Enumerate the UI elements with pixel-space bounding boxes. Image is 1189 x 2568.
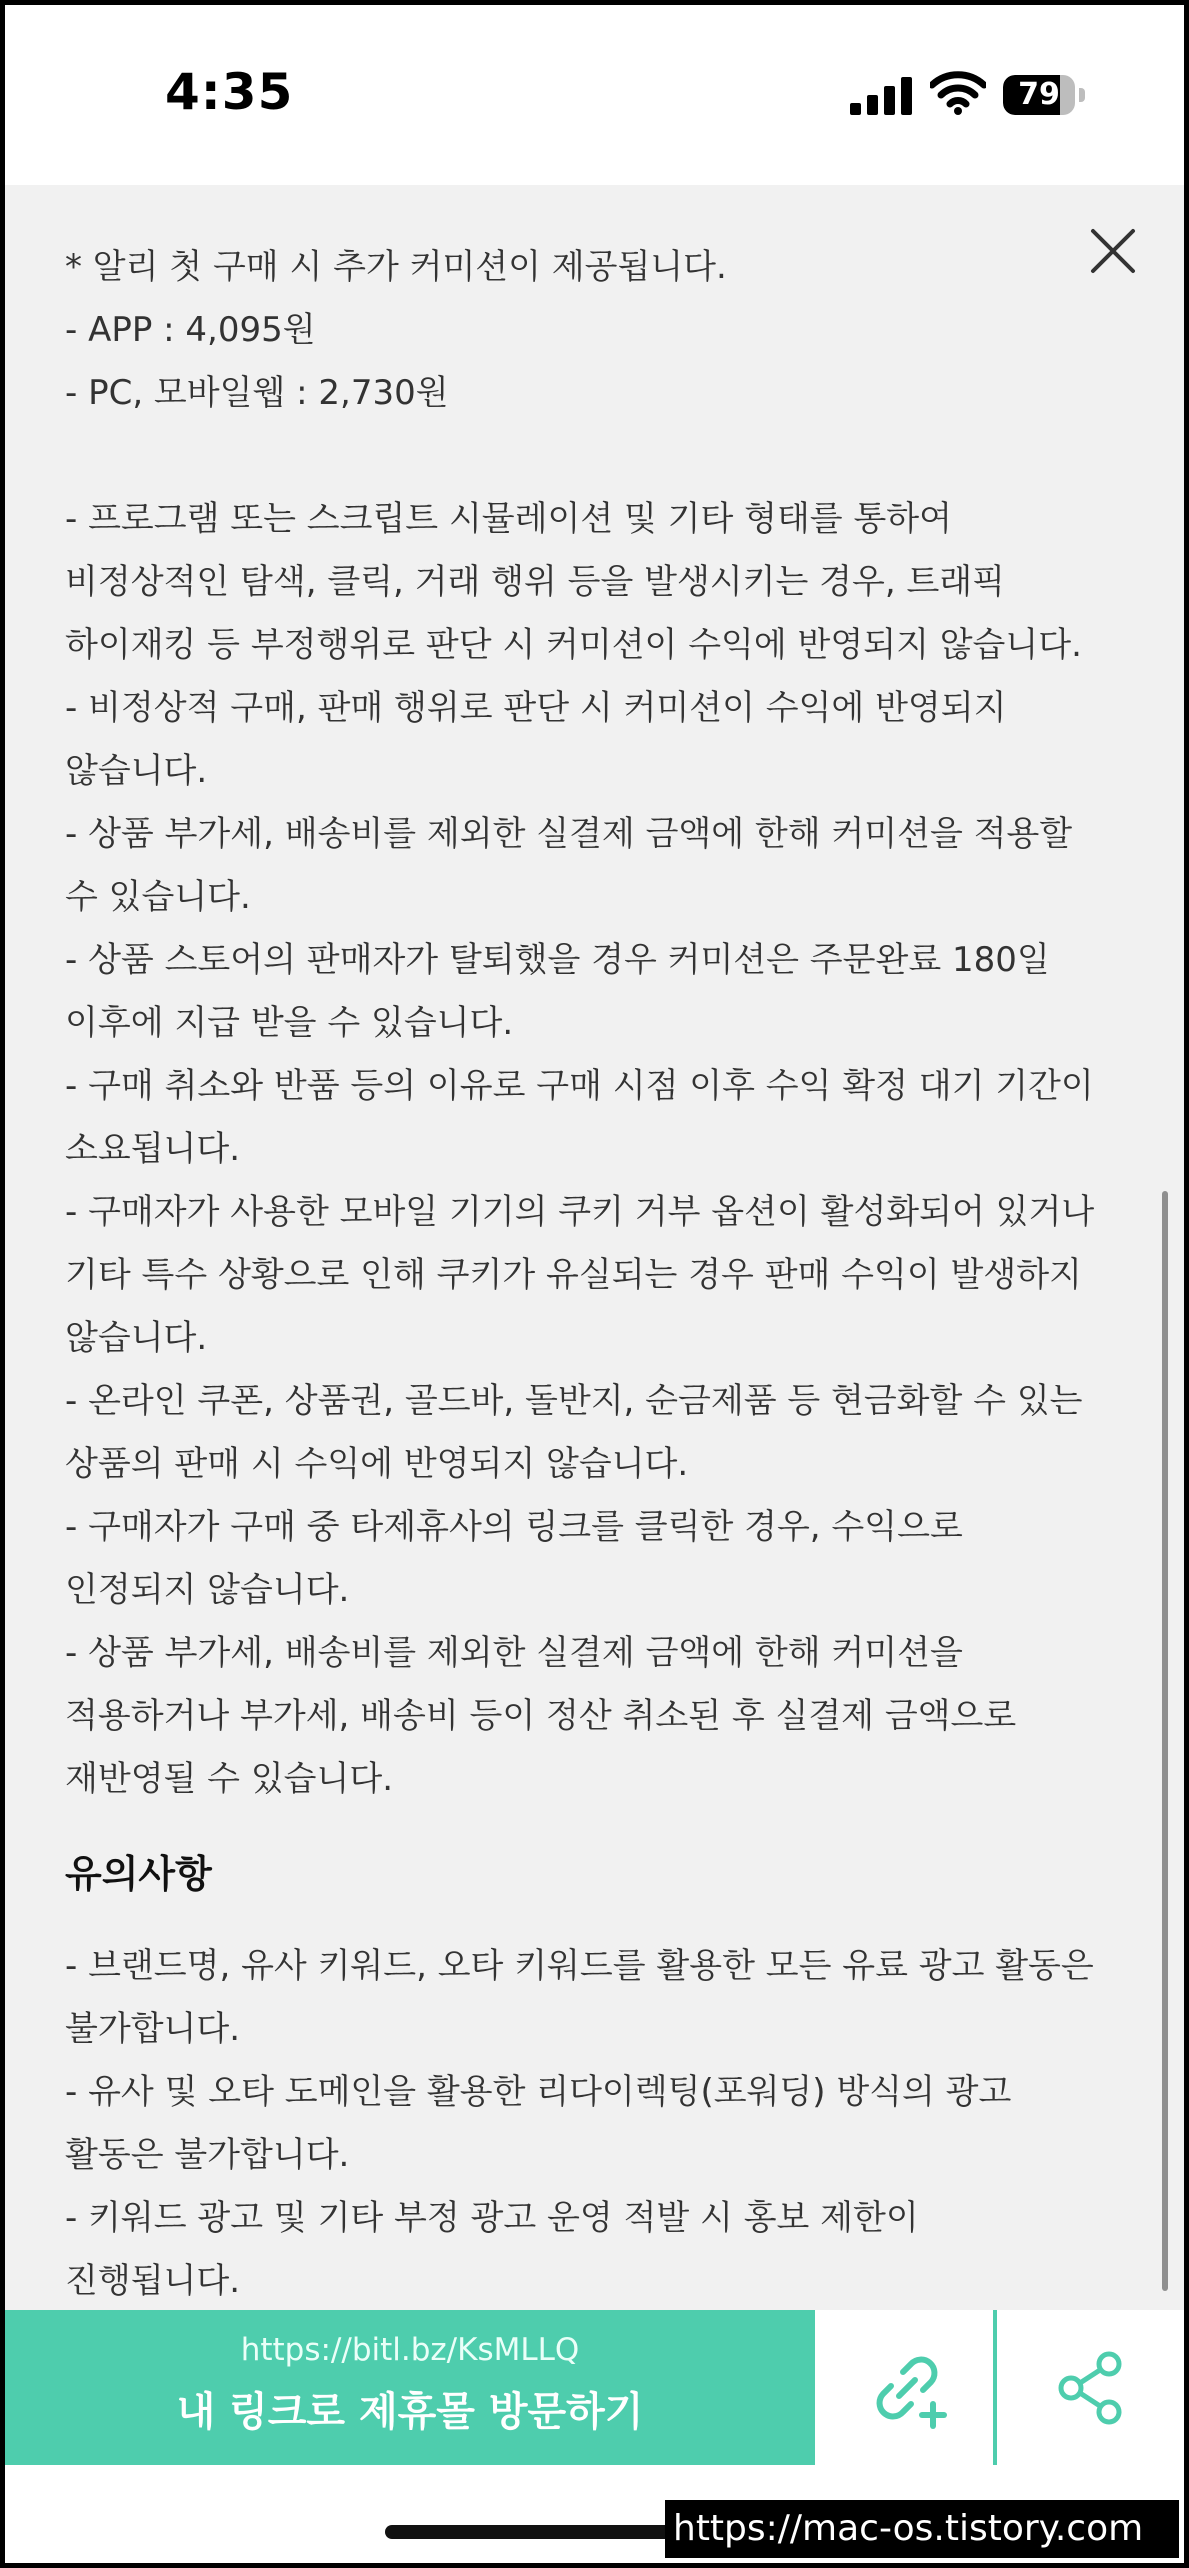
wifi-icon [930,71,986,115]
policy-line: - 온라인 쿠폰, 상품권, 골드바, 돌반지, 순금제품 등 현금화할 수 있는 [65,1381,1083,1421]
copy-link-button[interactable] [815,2310,995,2465]
spacer [65,425,1125,488]
scrollbar[interactable] [1162,1191,1168,2291]
share-button[interactable] [997,2310,1184,2465]
notice-line: - 키워드 광고 및 기타 부정 광고 운영 적발 시 홍보 제한이 [65,2198,919,2238]
visit-affiliate-button[interactable] [5,2310,815,2465]
policy-line: 상품의 판매 시 수익에 반영되지 않습니다. [65,1444,689,1484]
policy-line: 재반영될 수 있습니다. [65,1759,394,1799]
policy-line: 비정상적인 탐색, 클릭, 거래 행위 등을 발생시키는 경우, 트래픽 [65,562,1005,602]
commission-info-sheet [5,185,1184,2310]
policy-line: 않습니다. [65,751,208,791]
battery-level: 79 [1018,77,1060,112]
policy-line: - 상품 부가세, 배송비를 제외한 실결제 금액에 한해 커미션을 적용할 [65,814,1073,854]
share-icon [1055,2350,1127,2426]
first-purchase-note: * 알리 첫 구매 시 추가 커미션이 제공됩니다. [65,247,727,287]
watermark: https://mac-os.tistory.com [665,2500,1179,2558]
notice-line: - 유사 및 오타 도메인을 활용한 리다이렉팅(포워딩) 방식의 광고 [65,2072,1012,2112]
policy-line: 않습니다. [65,1318,208,1358]
policy-line: - 구매 취소와 반품 등의 이유로 구매 시점 이후 수익 확정 대기 기간이 [65,1066,1094,1106]
notice-title: 유의사항 [65,1852,212,1896]
policy-line: - 상품 부가세, 배송비를 제외한 실결제 금액에 한해 커미션을 [65,1633,963,1673]
pc-mobile-commission: - PC, 모바일웹 : 2,730원 [65,373,449,413]
short-link-url: https://bitl.bz/KsMLLQ [240,2332,580,2368]
policy-line: - 프로그램 또는 스크립트 시뮬레이션 및 기타 형태를 통하여 [65,499,952,539]
battery-indicator [1003,75,1085,115]
cellular-signal-icon [850,75,914,115]
phone-screen [5,5,1184,2563]
notice-line: 진행됩니다. [65,2261,241,2301]
bottom-action-bar [5,2310,1184,2465]
policy-line: 수 있습니다. [65,877,251,917]
battery-cap [1079,88,1085,102]
policy-line: 적용하거나 부가세, 배송비 등이 정산 취소된 후 실결제 금액으로 [65,1696,1017,1736]
status-time: 4:35 [165,63,294,121]
visit-button-label: 내 링크로 제휴몰 방문하기 [176,2389,644,2435]
policy-line: - 구매자가 사용한 모바일 기기의 쿠키 거부 옵션이 활성화되어 있거나 [65,1192,1095,1232]
policy-line: - 상품 스토어의 판매자가 탈퇴했을 경우 커미션은 주문완료 180일 [65,940,1050,980]
status-bar [5,5,1184,185]
notice-line: - 브랜드명, 유사 키워드, 오타 키워드를 활용한 모든 유료 광고 활동은 [65,1946,1094,1986]
policy-line: - 구매자가 구매 중 타제휴사의 링크를 클릭한 경우, 수익으로 [65,1507,963,1547]
policy-line: 하이재킹 등 부정행위로 판단 시 커미션이 수익에 반영되지 않습니다. [65,625,1082,665]
info-content [65,236,1125,2310]
policy-line: 기타 특수 상황으로 인해 쿠키가 유실되는 경우 판매 수익이 발생하지 [65,1255,1082,1295]
app-commission: - APP : 4,095원 [65,310,316,350]
policy-line: 소요됩니다. [65,1129,241,1169]
notice-line: 활동은 불가합니다. [65,2135,350,2175]
battery-body [1003,75,1075,115]
policy-line: 인정되지 않습니다. [65,1570,350,1610]
policy-line: - 비정상적 구매, 판매 행위로 판단 시 커미션이 수익에 반영되지 [65,688,1007,728]
notice-line: 불가합니다. [65,2009,241,2049]
link-plus-icon [865,2348,951,2434]
policy-line: 이후에 지급 받을 수 있습니다. [65,1003,514,1043]
